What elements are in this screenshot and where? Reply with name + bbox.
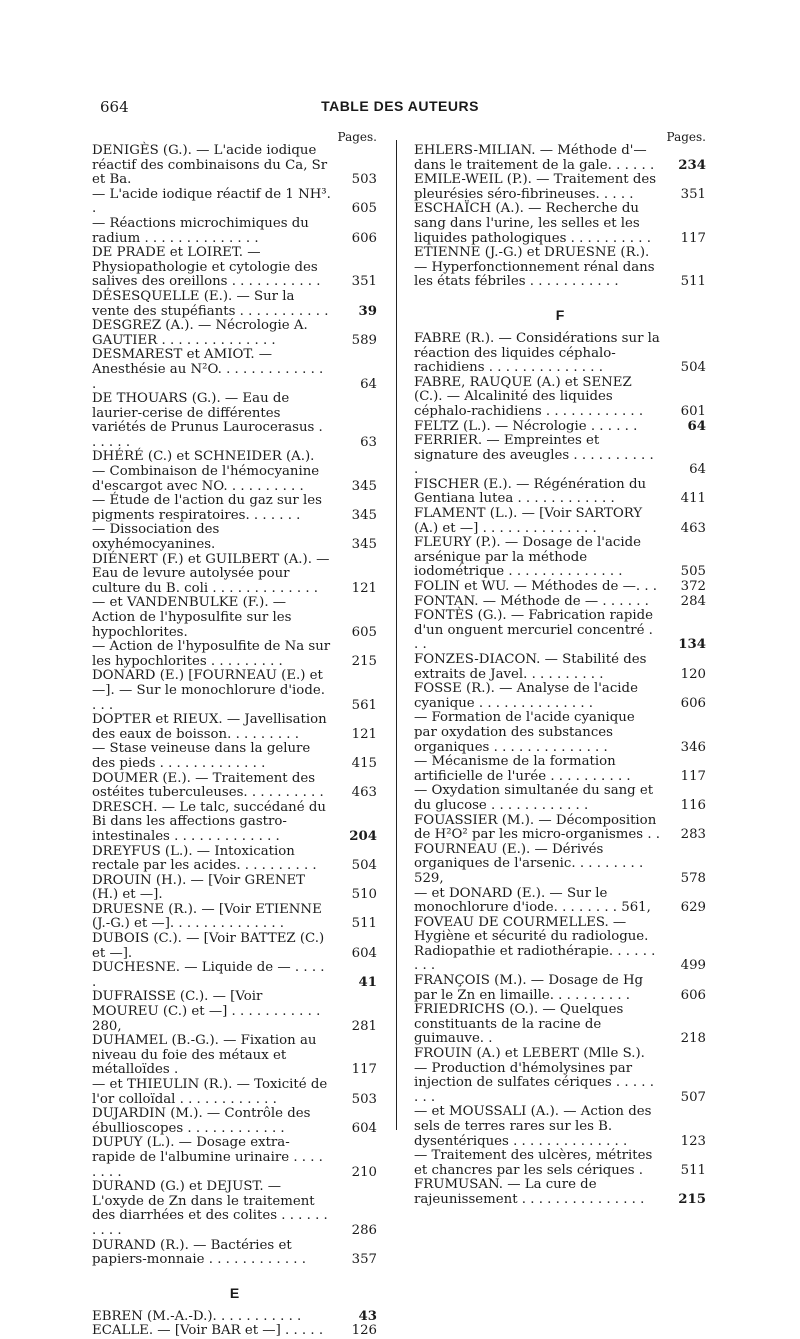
- entry-page: 351: [351, 274, 377, 290]
- entry-text: DRUESNE (R.). — [Voir ETIENNE (J.-G.) et —]. . . . . . . . . . . . . .: [92, 901, 322, 932]
- entry-text: — Formation de l'acide cyanique par oxydation des substances organiques . . . . . . . . . . . . . .: [414, 710, 635, 755]
- entry-text: — Mécanisme de la formation artificielle de l'urée . . . . . . . . . .: [414, 754, 631, 784]
- entry-text: EMILE-WEIL (P.). — Traitement des pleurésies séro-fibrineuses. . . . .: [414, 172, 657, 202]
- entry-text: FERRIER. — Empreintes et signature des aveugles . . . . . . . . . . .: [414, 433, 654, 478]
- entry-text: FROUIN (A.) et LEBERT (Mlle S.). — Production d'hémolysines par injection de sulfates cériques . . . . . . . .: [414, 1046, 654, 1105]
- index-entry: [92, 961, 377, 990]
- index-entry: [414, 536, 706, 580]
- entry-text: FELTZ (L.). — Nécrologie . . . . . .: [414, 418, 638, 434]
- entry-page: 499: [680, 958, 706, 974]
- column-divider: [396, 140, 397, 1130]
- entry-page: 351: [680, 186, 706, 202]
- entry-page: 511: [351, 916, 377, 932]
- entry-page: 215: [678, 1191, 706, 1207]
- index-entry: [92, 1324, 377, 1339]
- entry-text: EHLERS-MILIAN. — Méthode d'— dans le traitement de la gale. . . . . .: [414, 143, 655, 173]
- index-entry: [92, 319, 377, 348]
- left-column: [92, 130, 377, 1339]
- entry-text: DURAND (G.) et DEJUST. — L'oxyde de Zn dans le traitement des diarrhées et des colites . . . . . . . . . .: [92, 1179, 328, 1238]
- index-entry: [92, 903, 377, 932]
- entry-text: DESMAREST et AMIOT. — Anesthésie au N²O. . . . . . . . . . . . . .: [92, 347, 324, 392]
- index-entry: [92, 990, 377, 1034]
- entry-page: 126: [351, 1323, 377, 1339]
- entry-page: 215: [351, 653, 377, 669]
- index-entry: [92, 1310, 377, 1325]
- entry-page: 411: [680, 491, 706, 507]
- entry-page: 121: [351, 726, 377, 742]
- index-entry: [414, 580, 706, 595]
- index-entry: [414, 814, 706, 843]
- entry-text: FLEURY (P.). — Dosage de l'acide arsénique par la méthode iodométrique . . . . . . . . . . . . . .: [414, 535, 641, 580]
- right-column: [414, 130, 706, 1208]
- index-entry: [92, 290, 377, 319]
- index-entry: [92, 713, 377, 742]
- entry-text: FISCHER (E.). — Régénération du Gentiana lutea . . . . . . . . . . . .: [414, 476, 647, 507]
- entry-page: 120: [680, 666, 706, 682]
- index-entry: [414, 173, 706, 202]
- entry-text: DOUMER (E.). — Traitement des ostéites tuberculeuses. . . . . . . . . .: [92, 770, 324, 801]
- entry-page: 346: [680, 739, 706, 755]
- entry-page: 415: [351, 755, 377, 771]
- entry-page: 345: [351, 507, 377, 523]
- index-entry: [414, 246, 706, 290]
- entry-page: 117: [680, 768, 706, 784]
- entry-list: [414, 332, 706, 1208]
- index-entry: [92, 217, 377, 246]
- entry-text: DENIGÈS (G.). — L'acide iodique réactif des combinaisons du Ca, Sr et Ba.: [92, 143, 328, 188]
- entry-page: 629: [680, 900, 706, 916]
- index-entry: [414, 784, 706, 813]
- index-entry: [92, 392, 377, 450]
- entry-text: — Réactions microchimiques du radium . . . . . . . . . . . . . .: [92, 215, 309, 246]
- entry-page: 606: [351, 230, 377, 246]
- entry-text: FABRE (R.). — Considérations sur la réaction des liquides céphalo-rachidiens . . . . . . . . . . . . . .: [414, 330, 660, 376]
- index-entry: [92, 742, 377, 771]
- index-entry: [414, 887, 706, 916]
- entry-page: 134: [678, 637, 706, 653]
- entry-text: EBREN (M.-A.-D.). . . . . . . . . . .: [92, 1308, 302, 1324]
- entry-text: FRIEDRICHS (O.). — Quelques constituants de la racine de guimauve. .: [414, 1002, 624, 1047]
- entry-list: [92, 1310, 377, 1339]
- pages-label: Pages.: [666, 130, 706, 144]
- entry-text: — Action de l'hyposulfite de Na sur les hypochlorites . . . . . . . . .: [92, 639, 331, 669]
- entry-text: — Étude de l'action du gaz sur les pigments respiratoires. . . . . . .: [92, 493, 322, 523]
- index-entry: [92, 1034, 377, 1078]
- entry-text: DURAND (R.). — Bactéries et papiers-monnaie . . . . . . . . . . . .: [92, 1237, 306, 1268]
- entry-text: FONTÈS (G.). — Fabrication rapide d'un onguent mercuriel concentré . . .: [414, 608, 653, 653]
- entry-page: 284: [680, 593, 706, 609]
- index-entry: [414, 1105, 706, 1149]
- index-entry: [92, 144, 377, 188]
- entry-page: 601: [680, 403, 706, 419]
- entry-text: — Stase veineuse dans la gelure des pieds . . . . . . . . . . . . .: [92, 741, 311, 771]
- entry-text: DROUIN (H.). — [Voir GRENET (H.) et —].: [92, 872, 306, 903]
- entry-page: 510: [351, 887, 377, 903]
- index-entry: [92, 494, 377, 523]
- entry-page: 604: [351, 945, 377, 961]
- entry-text: FOSSE (R.). — Analyse de l'acide cyanique . . . . . . . . . . . . . .: [414, 681, 638, 711]
- entry-text: — et DONARD (E.). — Sur le monochlorure d'iode. . . . . . . . 561,: [414, 885, 651, 916]
- entry-page: 210: [351, 1164, 377, 1180]
- page-header: [0, 98, 800, 122]
- index-entry: [92, 669, 377, 713]
- entry-page: 511: [680, 1162, 706, 1178]
- index-entry: [414, 420, 706, 435]
- index-entry: [414, 711, 706, 755]
- entry-text: DONARD (E.) [FOURNEAU (E.) et —]. — Sur le monochlorure d'iode. . . .: [92, 668, 325, 713]
- entry-page: 39: [358, 303, 377, 319]
- entry-text: — Oxydation simultanée du sang et du glucose . . . . . . . . . . . .: [414, 783, 654, 813]
- entry-text: DREYFUS (L.). — Intoxication rectale par les acides. . . . . . . . . .: [92, 843, 317, 874]
- index-entry: [92, 801, 377, 845]
- index-entry: [414, 202, 706, 246]
- entry-page: 116: [680, 797, 706, 813]
- entry-text: DUBOIS (C.). — [Voir BATTEZ (C.) et —].: [92, 931, 325, 961]
- page-title: TABLE DES AUTEURS: [321, 98, 479, 114]
- entry-page: 505: [680, 564, 706, 580]
- entry-text: — et MOUSSALI (A.). — Action des sels de terres rares sur les B. dysentériques . . . . . . . . . . . . . .: [414, 1104, 652, 1149]
- section-letter: E: [229, 1284, 240, 1301]
- entry-text: — Traitement des ulcères, métrites et chancres par les sels cériques .: [414, 1148, 653, 1178]
- index-entry: [414, 376, 706, 420]
- entry-text: DHÉRÉ (C.) et SCHNEIDER (A.). — Combinaison de l'hémocyanine d'escargot avec NO. . . . . . . . . .: [92, 449, 320, 494]
- entry-text: DUCHESNE. — Liquide de — . . . . .: [92, 960, 325, 990]
- index-entry: [92, 874, 377, 903]
- entry-text: ESCHAÏCH (A.). — Recherche du sang dans l'urine, les selles et les liquides pathologiques . . . . . . . . . .: [414, 201, 651, 246]
- index-entry: [92, 772, 377, 801]
- index-entry: [92, 1107, 377, 1136]
- entry-page: 504: [351, 858, 377, 874]
- entry-text: FOUASSIER (M.). — Décomposition de H²O² par les micro-organismes . .: [414, 812, 660, 843]
- index-entry: [92, 450, 377, 494]
- entry-page: 117: [680, 230, 706, 246]
- index-entry: [92, 1180, 377, 1238]
- entry-page: 64: [689, 462, 706, 478]
- index-entry: [414, 682, 706, 711]
- index-entry: [92, 188, 377, 217]
- section-letter: F: [555, 306, 565, 323]
- entry-text: FLAMENT (L.). — [Voir SARTORY (A.) et —] . . . . . . . . . . . . . .: [414, 506, 643, 536]
- entry-page: 605: [351, 201, 377, 217]
- entry-page: 578: [680, 870, 706, 886]
- entry-text: FRUMUSAN. — La cure de rajeunissement . . . . . . . . . . . . . . .: [414, 1177, 645, 1207]
- index-entry: [414, 1178, 706, 1207]
- index-entry: [414, 1003, 706, 1047]
- entry-page: 43: [358, 1308, 377, 1324]
- index-entry: [414, 1149, 706, 1178]
- entry-page: 234: [678, 157, 706, 173]
- entry-page: 604: [351, 1120, 377, 1136]
- entry-page: 41: [358, 974, 377, 990]
- entry-page: 64: [687, 418, 706, 434]
- entry-text: FONZES-DIACON. — Stabilité des extraits de Javel. . . . . . . . . .: [414, 652, 647, 682]
- entry-text: DIÉNERT (F.) et GUILBERT (A.). — Eau de levure autolysée pour culture du B. coli . . . . . . . . . . . . .: [92, 551, 330, 596]
- entry-text: — L'acide iodique réactif de 1 NH³. .: [92, 186, 331, 217]
- entry-text: FOLIN et WU. — Méthodes de —. . .: [414, 579, 658, 595]
- entry-page: 357: [351, 1252, 377, 1268]
- entry-page: 121: [351, 580, 377, 596]
- index-entry: [92, 348, 377, 392]
- entry-list: [92, 144, 377, 1268]
- entry-page: 281: [351, 1018, 377, 1034]
- entry-page: 283: [680, 827, 706, 843]
- entry-text: DESGREZ (A.). — Nécrologie A. GAUTIER . . . . . . . . . . . . . .: [92, 318, 308, 348]
- entry-text: — et VANDENBULKE (F.). — Action de l'hyposulfite sur les hypochlorites.: [92, 595, 292, 640]
- entry-page: 463: [351, 785, 377, 801]
- index-entry: [92, 246, 377, 290]
- index-entry: [92, 640, 377, 669]
- entry-text: — et THIEULIN (R.). — Toxicité de l'or colloïdal . . . . . . . . . . . .: [92, 1077, 328, 1107]
- index-entry: [414, 974, 706, 1003]
- index-entry: [414, 434, 706, 478]
- entry-text: DUHAMEL (B.-G.). — Fixation au niveau du foie des métaux et métalloïdes .: [92, 1033, 317, 1078]
- index-entry: [414, 144, 706, 173]
- index-entry: [92, 1078, 377, 1107]
- index-entry: [414, 507, 706, 536]
- entry-page: 507: [680, 1089, 706, 1105]
- index-entry: [92, 845, 377, 874]
- index-entry: [414, 609, 706, 653]
- entry-page: 286: [351, 1222, 377, 1238]
- page-number: 664: [100, 98, 129, 116]
- index-entry: [92, 523, 377, 552]
- entry-text: DUJARDIN (M.). — Contrôle des ébullioscopes . . . . . . . . . . . .: [92, 1106, 311, 1136]
- pages-label: Pages.: [337, 130, 377, 144]
- entry-text: FOURNEAU (E.). — Dérivés organiques de l'arsenic. . . . . . . . . 529,: [414, 841, 644, 886]
- index-entry: [92, 1239, 377, 1268]
- index-entry: [92, 1136, 377, 1180]
- index-entry: [92, 596, 377, 640]
- index-entry: [414, 916, 706, 974]
- index-entry: [414, 332, 706, 376]
- entry-text: FABRE, RAUQUE (A.) et SENEZ (C.). — Alcalinité des liquides céphalo-rachidiens . . . . . . . . . . . .: [414, 374, 644, 419]
- index-entry: [414, 478, 706, 507]
- index-entry: [414, 755, 706, 784]
- entry-page: 117: [351, 1062, 377, 1078]
- entry-text: DOPTER et RIEUX. — Javellisation des eaux de boisson. . . . . . . . .: [92, 712, 327, 742]
- entry-text: DUFRAISSE (C.). — [Voir MOUREU (C.) et —] . . . . . . . . . . . 280,: [92, 989, 321, 1034]
- index-entry: [414, 843, 706, 887]
- entry-list: [414, 144, 706, 290]
- entry-text: DE THOUARS (G.). — Eau de laurier-cerise de différentes variétés de Prunus Laurocerasus . . . . . .: [92, 391, 323, 450]
- entry-page: 218: [680, 1031, 706, 1047]
- entry-page: 123: [680, 1133, 706, 1149]
- entry-page: 561: [351, 697, 377, 713]
- entry-text: FOVEAU DE COURMELLES. — Hygiène et sécurité du radiologue. Radiopathie et radiothérapie. . . . . . . . .: [414, 914, 656, 974]
- entry-text: — Dissociation des oxyhémocyanines.: [92, 522, 220, 553]
- entry-page: 345: [351, 478, 377, 494]
- entry-text: DE PRADE et LOIRET. — Physiopathologie et cytologie des salives des oreillons . . . . . . . . . . .: [92, 245, 321, 290]
- index-entry: [92, 553, 377, 597]
- entry-page: 605: [351, 624, 377, 640]
- entry-text: DÉSESQUELLE (E.). — Sur la vente des stupéfiants . . . . . . . . . . .: [92, 288, 329, 319]
- entry-page: 503: [351, 1091, 377, 1107]
- index-entry: [414, 653, 706, 682]
- entry-text: DUPUY (L.). — Dosage extra-rapide de l'albumine urinaire . . . . . . . .: [92, 1135, 323, 1180]
- entry-page: 463: [680, 520, 706, 536]
- entry-page: 606: [680, 987, 706, 1003]
- entry-text: ETIENNE (J.-G.) et DRUESNE (R.). — Hyperfonctionnement rénal dans les états fébriles . . . . . . . . . . .: [414, 245, 655, 290]
- entry-page: 511: [680, 274, 706, 290]
- entry-text: ECALLE. — [Voir BAR et —] . . . . .: [92, 1323, 324, 1339]
- entry-page: 372: [680, 579, 706, 595]
- entry-text: DRESCH. — Le talc, succédané du Bi dans les affections gastro-intestinales . . . . . . . . . . . . .: [92, 799, 326, 844]
- index-entry: [414, 1047, 706, 1105]
- entry-page: 504: [680, 360, 706, 376]
- entry-page: 589: [351, 332, 377, 348]
- entry-page: 345: [351, 537, 377, 553]
- entry-page: 63: [360, 434, 377, 450]
- entry-page: 204: [349, 828, 377, 844]
- entry-page: 606: [680, 695, 706, 711]
- index-entry: [92, 932, 377, 961]
- entry-text: FONTAN. — Méthode de — . . . . . .: [414, 593, 649, 609]
- entry-page: 64: [360, 376, 377, 392]
- entry-page: 503: [351, 172, 377, 188]
- entry-text: FRANÇOIS (M.). — Dosage de Hg par le Zn en limaille. . . . . . . . . .: [414, 973, 644, 1003]
